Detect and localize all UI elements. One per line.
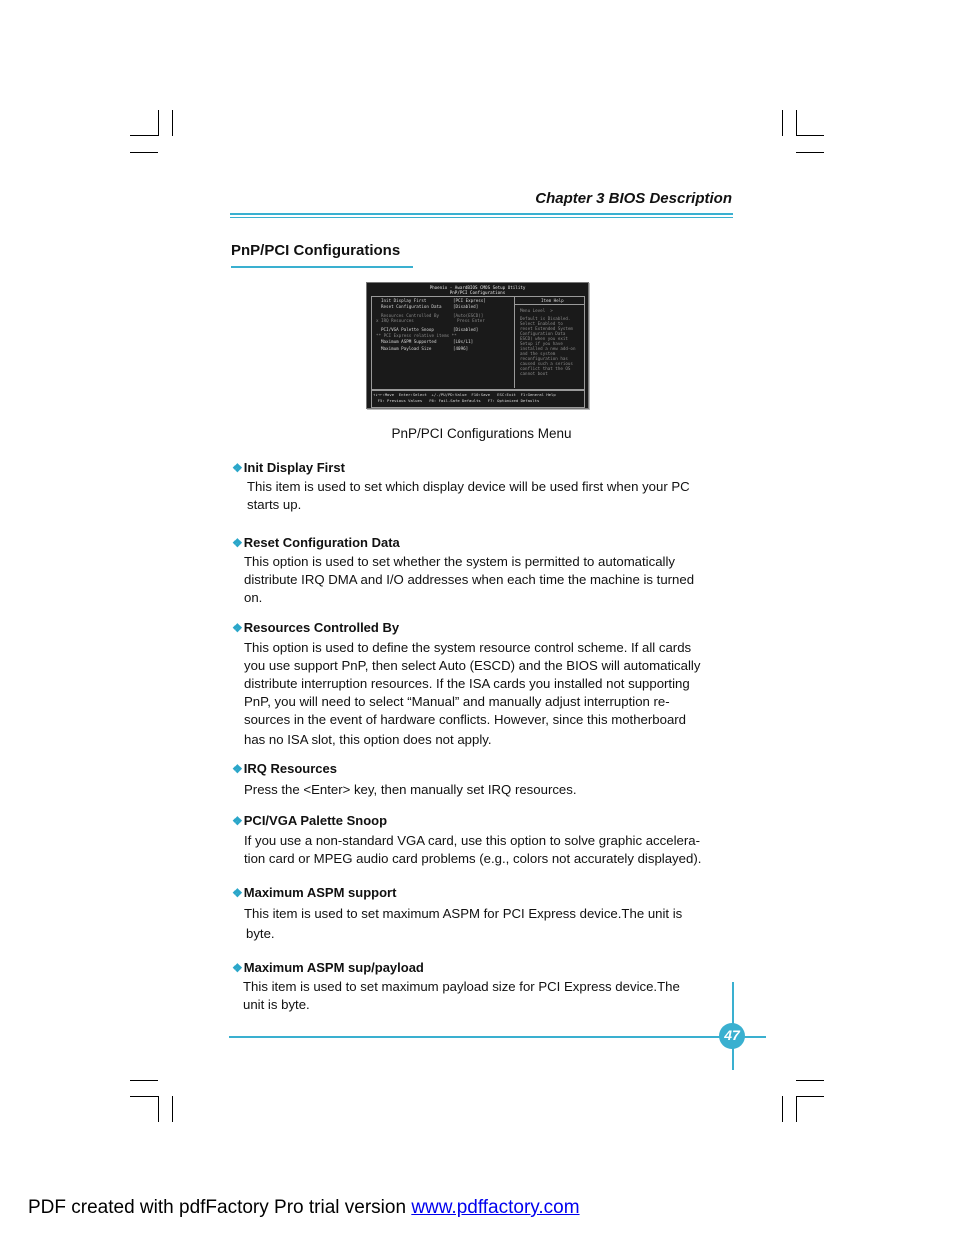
item-title bbox=[232, 885, 396, 900]
item-line: If you use a non-standard VGA card, use this option to solve graphic accelera- bbox=[244, 833, 700, 848]
bios-item-value: [Disabled] bbox=[453, 304, 479, 309]
diamond-bullet-icon: ❖ bbox=[232, 814, 243, 828]
crop-mark bbox=[796, 1096, 824, 1097]
crop-mark bbox=[782, 1096, 783, 1122]
item-line: PnP, you will need to select “Manual” and manually adjust interruption re- bbox=[244, 694, 670, 709]
item-title bbox=[232, 960, 424, 975]
item-line: This item is used to set maximum ASPM for PCI Express device.The unit is bbox=[244, 906, 683, 921]
bios-help-line: reconfiguration has bbox=[520, 356, 568, 361]
bios-help-line: reset Extended System bbox=[520, 326, 573, 331]
bios-key-legend-line-2: F5: Previous Values F6: Fail-Safe Defaults F7: Optimized Defaults bbox=[373, 398, 540, 403]
item-description bbox=[244, 553, 733, 607]
item-description bbox=[244, 781, 733, 799]
item-line: byte. bbox=[246, 926, 275, 941]
item-line: Press the <Enter> key, then manually set IRQ resources. bbox=[244, 782, 577, 797]
pdf-footer bbox=[28, 1197, 580, 1219]
item-description bbox=[244, 832, 733, 868]
chapter-heading: Chapter 3 BIOS Description bbox=[535, 190, 732, 207]
bios-help-line: installed a new add-on bbox=[520, 346, 576, 351]
item-title bbox=[232, 620, 399, 635]
item-line: unit is byte. bbox=[243, 997, 310, 1012]
crop-mark bbox=[172, 1096, 173, 1122]
bios-help-line: and the system bbox=[520, 351, 556, 356]
item-line: starts up. bbox=[247, 497, 302, 512]
bios-help-title: Item Help bbox=[541, 298, 564, 303]
footer-rule bbox=[229, 1036, 766, 1038]
bios-key-legend-line-1: ↑↓→←:Move Enter:Select +/-/PU/PD:Value F10:Save ESC:Exit F1:General Help bbox=[373, 392, 556, 397]
bios-item-label: Reset Configuration Data bbox=[381, 304, 442, 309]
bios-item-label: Maximum Payload Size bbox=[381, 346, 432, 351]
bios-title-line-1: Phoenix - AwardBIOS CMOS Setup Utility bbox=[429, 285, 526, 290]
bios-item-value: [L0s/L1] bbox=[453, 339, 474, 344]
bios-help-line: cannot boot bbox=[520, 371, 548, 376]
bios-divider bbox=[514, 296, 515, 388]
bios-item-label: Resources Controlled By bbox=[381, 313, 439, 318]
bios-title-line-2: PnP/PCI Configurations bbox=[449, 290, 506, 295]
crop-mark bbox=[158, 1096, 159, 1122]
figure-caption: PnP/PCI Configurations Menu bbox=[391, 426, 572, 441]
crop-mark bbox=[130, 1080, 158, 1081]
item-title-text: Maximum ASPM support bbox=[243, 885, 397, 900]
bios-help-divider bbox=[515, 304, 584, 305]
crop-mark bbox=[130, 152, 158, 153]
bios-help-line: conflict that the OS bbox=[520, 366, 571, 371]
item-line: This option is used to set whether the system is permitted to automatically bbox=[244, 554, 675, 569]
bios-item-label: Maximum ASPM Supported bbox=[381, 339, 437, 344]
bios-item-label: Init Display First bbox=[381, 298, 427, 303]
item-line: sources in the event of hardware conflicts. However, since this motherboard bbox=[244, 712, 686, 727]
item-line: distribute IRQ DMA and I/O addresses when each time the machine is turned bbox=[244, 572, 695, 587]
item-line: This item is used to set which display device will be used first when your PC bbox=[247, 479, 690, 494]
item-line: This item is used to set maximum payload size for PCI Express device.The bbox=[243, 979, 680, 994]
diamond-bullet-icon: ❖ bbox=[232, 961, 243, 975]
item-title bbox=[232, 761, 337, 776]
item-title-text: Maximum ASPM sup/payload bbox=[243, 960, 424, 975]
crop-mark bbox=[796, 135, 824, 136]
bios-item-label: ** PCI Express relative items ** bbox=[376, 333, 457, 338]
item-title-text: Resources Controlled By bbox=[243, 620, 400, 635]
crop-mark bbox=[130, 135, 158, 136]
item-title bbox=[232, 460, 345, 475]
header-rule-thin bbox=[230, 217, 733, 218]
diamond-bullet-icon: ❖ bbox=[232, 762, 243, 776]
item-title-text: Reset Configuration Data bbox=[243, 535, 400, 550]
page-number: 47 bbox=[724, 1027, 740, 1043]
bios-help-line: Default is Disabled. bbox=[520, 316, 571, 321]
item-line: has no ISA slot, this option does not apply. bbox=[244, 732, 492, 747]
crop-mark bbox=[796, 1096, 797, 1122]
item-title-text: Init Display First bbox=[243, 460, 345, 475]
header-rule bbox=[230, 213, 733, 215]
bios-item-value: [4096] bbox=[453, 346, 469, 351]
item-title bbox=[232, 535, 400, 550]
crop-mark bbox=[172, 110, 173, 136]
bios-help-line: Select Enabled to bbox=[520, 321, 563, 326]
diamond-bullet-icon: ❖ bbox=[232, 461, 243, 475]
pdffactory-link[interactable]: www.pdffactory.com bbox=[411, 1197, 580, 1218]
item-description bbox=[247, 478, 733, 514]
item-line: distribute interruption resources. If the ISA cards you installed not supporting bbox=[244, 676, 690, 691]
diamond-bullet-icon: ❖ bbox=[232, 536, 243, 550]
diamond-bullet-icon: ❖ bbox=[232, 886, 243, 900]
bios-item-value: [Disabled] bbox=[453, 327, 479, 332]
item-line: tion card or MPEG audio card problems (e.g., colors not accurately displayed). bbox=[244, 851, 702, 866]
item-title bbox=[232, 813, 387, 828]
item-description bbox=[244, 639, 733, 749]
bios-help-line: Setup if you have bbox=[520, 341, 563, 346]
bios-screenshot bbox=[366, 282, 589, 409]
bios-help-line: caused such a serious bbox=[520, 361, 573, 366]
section-underline bbox=[231, 266, 413, 268]
diamond-bullet-icon: ❖ bbox=[232, 621, 243, 635]
crop-mark bbox=[782, 110, 783, 136]
section-title: PnP/PCI Configurations bbox=[231, 242, 401, 259]
bios-item-label: x IRQ Resources bbox=[376, 318, 414, 323]
bios-help-line: Configuration Data bbox=[520, 331, 566, 336]
crop-mark bbox=[796, 1080, 824, 1081]
bios-item-value: Press Enter bbox=[457, 318, 485, 323]
item-line: This option is used to define the system resource control scheme. If all cards bbox=[244, 640, 692, 655]
crop-mark bbox=[796, 152, 824, 153]
crop-mark bbox=[796, 110, 797, 136]
item-title-text: PCI/VGA Palette Snoop bbox=[243, 813, 388, 828]
crop-mark bbox=[158, 110, 159, 136]
bios-help-line: Menu Level > bbox=[520, 308, 553, 313]
bios-item-value: [Auto(ESCD)] bbox=[453, 313, 484, 318]
pdf-footer-text: PDF created with pdfFactory Pro trial version bbox=[28, 1197, 412, 1218]
bios-help-line: ESCD) when you exit bbox=[520, 336, 568, 341]
item-line: on. bbox=[244, 590, 263, 605]
item-line: you use support PnP, then select Auto (ESCD) and the BIOS will automatically bbox=[244, 658, 701, 673]
crop-mark bbox=[130, 1096, 158, 1097]
item-title-text: IRQ Resources bbox=[243, 761, 337, 776]
bios-item-value: [PCI Express] bbox=[453, 298, 486, 303]
item-description bbox=[244, 905, 733, 943]
bios-title bbox=[367, 285, 588, 295]
item-description bbox=[243, 978, 726, 1014]
bios-item-label: PCI/VGA Palette Snoop bbox=[381, 327, 434, 332]
